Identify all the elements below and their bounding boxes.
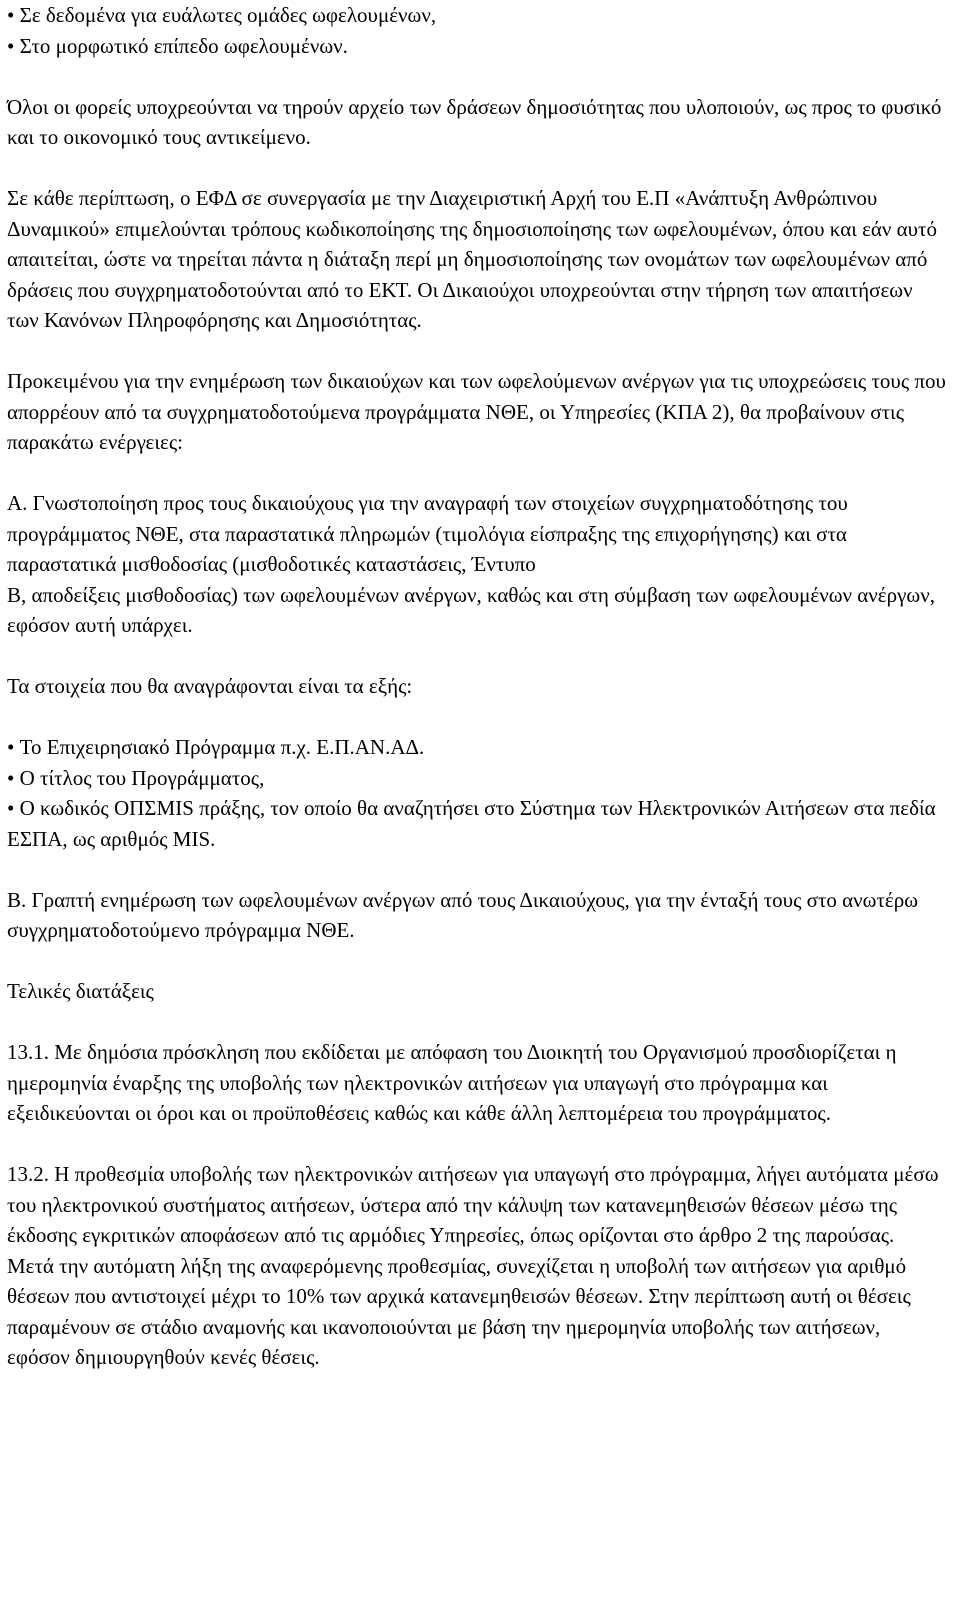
paragraph-13-2: 13.2. Η προθεσμία υποβολής των ηλεκτρονικών αιτήσεων για υπαγωγή στο πρόγραμμα, λήγει αυτόματα μέσω του ηλεκτρονικού συστήματος αιτήσεων, ύστερα από την κάλυψη των κατανεμηθεισών θέσεων μέσω της έκδοσης εγκριτικών αποφάσεων από τις αρμόδιες Υπηρεσίες, όπως ορίζονται στο άρθρο 2 της παρούσας. Μετά την αυτόματη λήξη της αναφερόμενης προθεσμίας, συνεχίζεται η υποβολή των αιτήσεων για αριθμό θέσεων που αντιστοιχεί μέχρι το 10% των αρχικά κατανεμηθεισών θέσεων. Στην περίπτωση αυτή οι θέσεις παραμένουν σε στάδιο αναμονής και ικανοποιούνται με βάση την ημερομηνία υποβολής των αιτήσεων, εφόσον δημιουργηθούν κενές θέσεις. (7, 1162, 939, 1369)
element-bullet-list (7, 732, 946, 854)
paragraph-a-line-2: Β, αποδείξεις μισθοδοσίας) των ωφελουμένων ανέργων, καθώς και στη σύμβαση των ωφελουμένων ανέργων, εφόσον αυτή υπάρχει. (7, 582, 935, 637)
paragraph-elements-intro: Τα στοιχεία που θα αναγράφονται είναι τα εξής: (7, 674, 413, 698)
list-item: • Ο κωδικός ΟΠΣΜΙS πράξης, τον οποίο θα αναζητήσει στο Σύστημα των Ηλεκτρονικών Αιτήσεων στα πεδία ΕΣΠΑ, ως αριθμός MIS. (7, 793, 946, 854)
paragraph-archive: Όλοι οι φορείς υποχρεούνται να τηρούν αρχείο των δράσεων δημοσιότητας που υλοποιούν, ως προς το φυσικό και το οικονομικό τους αντικείμενο. (7, 94, 942, 149)
list-item: • Στο μορφωτικό επίπεδο ωφελουμένων. (7, 31, 946, 62)
list-item: • Ο τίτλος του Προγράμματος, (7, 763, 946, 794)
paragraph-coding: Σε κάθε περίπτωση, ο ΕΦΔ σε συνεργασία με την Διαχειριστική Αρχή του Ε.Π «Ανάπτυξη Ανθρώπινου Δυναμικού» επιμελούνται τρόπους κωδικοποίησης της δημοσιοποίησης των ωφελουμένων, όπου και εάν αυτό απαιτείται, ώστε να τηρείται πάντα η διάταξη περί μη δημοσιοποίησης των ονομάτων των ωφελουμένων από δράσεις που συγχρηματοδοτούνται από το ΕΚΤ. Οι Δικαιούχοι υποχρεούνται στην τήρηση των απαιτήσεων των Κανόνων Πληροφόρησης και Δημοσιότητας. (7, 186, 937, 332)
paragraph-a-line-1: Α. Γνωστοποίηση προς τους δικαιούχους για την αναγραφή των στοιχείων συγχρηματοδότησης του προγράμματος ΝΘΕ, στα παραστατικά πληρωμών (τιμολόγια είσπραξης της επιχορήγησης) και στα παραστατικά μισθοδοσίας (μισθοδοτικές καταστάσεις, Έντυπο (7, 491, 848, 576)
list-item: • Το Επιχειρησιακό Πρόγραμμα π.χ. Ε.Π.ΑΝ.ΑΔ. (7, 732, 946, 763)
paragraph-13-1: 13.1. Με δημόσια πρόσκληση που εκδίδεται με απόφαση του Διοικητή του Οργανισμού προσδιορίζεται η ημερομηνία έναρξης της υποβολής των ηλεκτρονικών αιτήσεων για υπαγωγή στο πρόγραμμα και εξειδικεύονται οι όροι και οι προϋποθέσεις καθώς και κάθε άλλη λεπτομέρεια του προγράμματος. (7, 1040, 897, 1125)
list-item: • Σε δεδομένα για ευάλωτες ομάδες ωφελουμένων, (7, 0, 946, 31)
paragraph-informing: Προκειμένου για την ενημέρωση των δικαιούχων και των ωφελούμενων ανέργων για τις υποχρεώσεις τους που απορρέουν από τα συγχρηματοδοτούμενα προγράμματα ΝΘΕ, οι Υπηρεσίες (ΚΠΑ 2), θα προβαίνουν στις παρακάτω ενέργειες: (7, 369, 946, 454)
heading-final-provisions: Τελικές διατάξεις (7, 979, 154, 1003)
top-bullet-list (7, 0, 946, 61)
paragraph-b: Β. Γραπτή ενημέρωση των ωφελουμένων ανέργων από τους Δικαιούχους, για την ένταξή τους στο ανωτέρω συγχρηματοδοτούμενο πρόγραμμα ΝΘΕ. (7, 887, 919, 942)
paragraph-a (7, 488, 946, 641)
